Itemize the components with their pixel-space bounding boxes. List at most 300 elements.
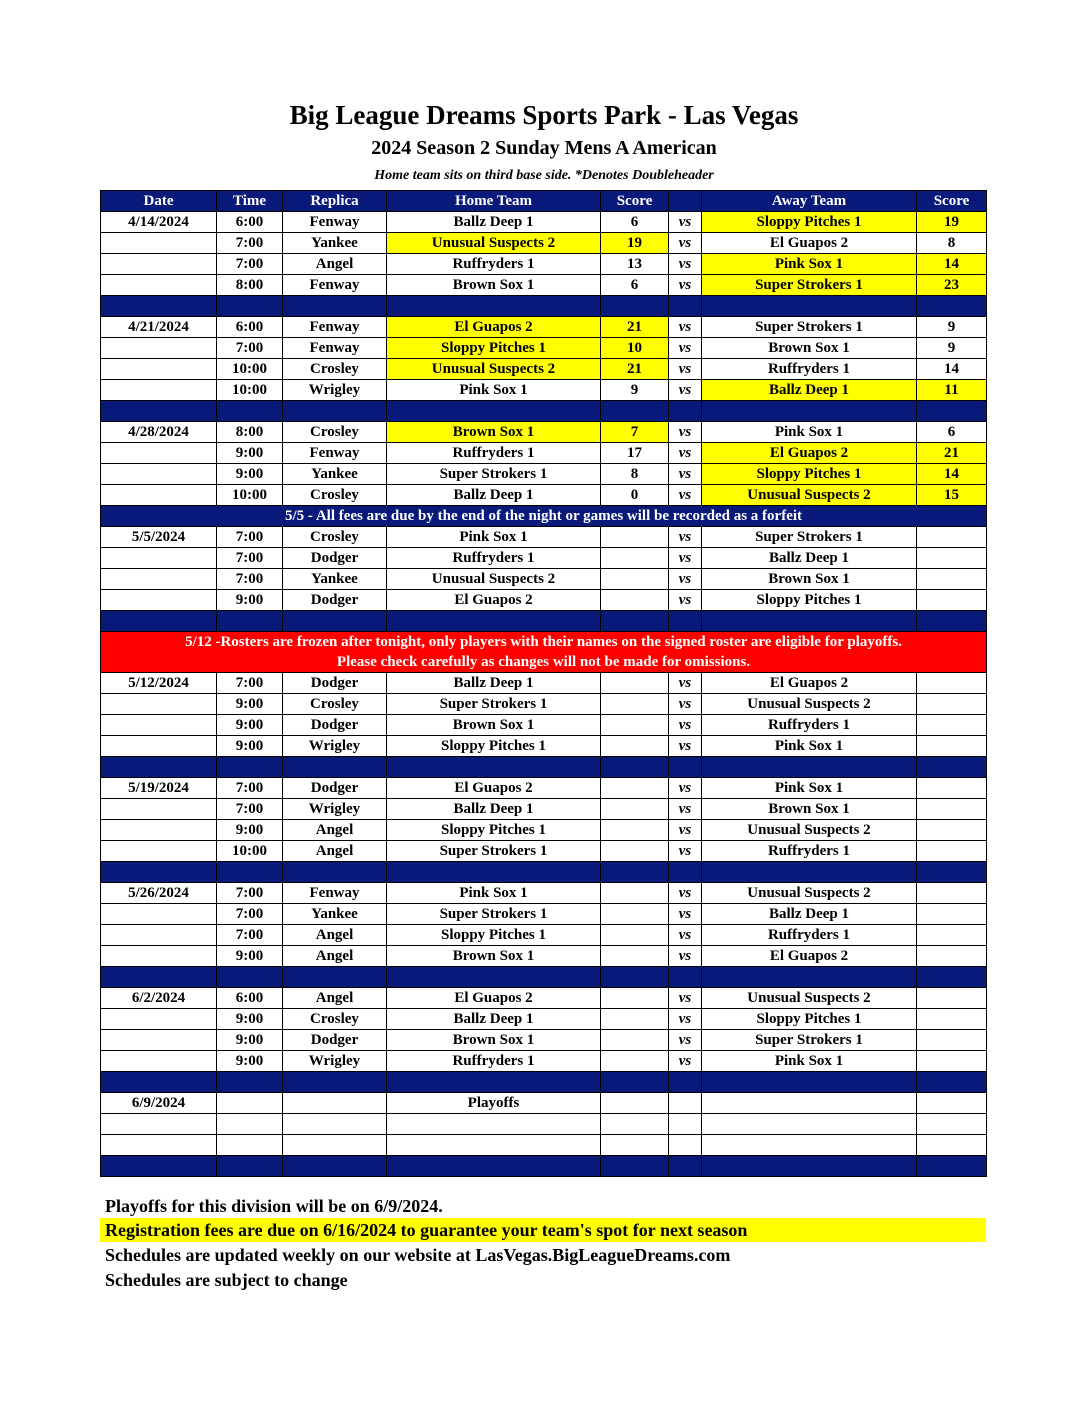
game-row xyxy=(101,569,987,590)
replica-cell: Crosley xyxy=(283,694,387,715)
away-team-cell: Ballz Deep 1 xyxy=(702,380,917,401)
replica-cell: Fenway xyxy=(283,338,387,359)
time-cell: 9:00 xyxy=(217,464,283,485)
away-team-cell: Unusual Suspects 2 xyxy=(702,820,917,841)
vs-cell: vs xyxy=(669,254,702,275)
away-score-cell: 23 xyxy=(917,275,987,296)
away-score-cell: 9 xyxy=(917,317,987,338)
game-row xyxy=(101,233,987,254)
replica-cell: Crosley xyxy=(283,527,387,548)
separator-cell xyxy=(217,611,283,632)
vs-cell: vs xyxy=(669,673,702,694)
date-cell xyxy=(101,254,217,275)
vs-cell: vs xyxy=(669,946,702,967)
away-team-cell: Unusual Suspects 2 xyxy=(702,988,917,1009)
separator-cell xyxy=(601,401,669,422)
separator-cell xyxy=(917,757,987,778)
game-row xyxy=(101,841,987,862)
week-separator xyxy=(101,967,987,988)
away-team-cell: Super Strokers 1 xyxy=(702,527,917,548)
separator-cell xyxy=(669,1072,702,1093)
away-team-cell xyxy=(702,1135,917,1156)
separator-cell xyxy=(702,1072,917,1093)
footer-website: Schedules are updated weekly on our website at LasVegas.BigLeagueDreams.com xyxy=(105,1245,731,1265)
vs-cell: vs xyxy=(669,590,702,611)
home-team-cell: Pink Sox 1 xyxy=(387,527,601,548)
alert-line: Please check carefully as changes will not be made for omissions. xyxy=(336,654,751,670)
date-cell xyxy=(101,548,217,569)
time-cell: 9:00 xyxy=(217,694,283,715)
separator-cell xyxy=(917,862,987,883)
home-team-cell: Sloppy Pitches 1 xyxy=(387,925,601,946)
replica-cell: Wrigley xyxy=(283,1051,387,1072)
vs-cell: vs xyxy=(669,275,702,296)
away-score-cell xyxy=(917,1114,987,1135)
time-cell: 10:00 xyxy=(217,359,283,380)
home-score-cell xyxy=(601,590,669,611)
away-team-cell: Sloppy Pitches 1 xyxy=(702,464,917,485)
separator-cell xyxy=(101,1072,217,1093)
col-header-home-team: Home Team xyxy=(387,191,601,212)
col-header-vs xyxy=(669,191,702,212)
vs-cell: vs xyxy=(669,443,702,464)
away-team-cell: Super Strokers 1 xyxy=(702,275,917,296)
page-title: Big League Dreams Sports Park - Las Vegas xyxy=(289,100,799,130)
game-row xyxy=(101,736,987,757)
separator-cell xyxy=(101,757,217,778)
separator-cell xyxy=(669,296,702,317)
time-cell: 6:00 xyxy=(217,988,283,1009)
week-separator xyxy=(101,1156,987,1177)
date-cell: 6/9/2024 xyxy=(101,1093,217,1114)
time-cell: 7:00 xyxy=(217,527,283,548)
footer-disclaimer: Schedules are subject to change xyxy=(105,1270,348,1290)
replica-cell xyxy=(283,1135,387,1156)
time-cell: 7:00 xyxy=(217,569,283,590)
vs-cell: vs xyxy=(669,527,702,548)
home-score-cell xyxy=(601,1093,669,1114)
separator-cell xyxy=(387,401,601,422)
separator-cell xyxy=(283,1156,387,1177)
game-row xyxy=(101,1051,987,1072)
home-score-cell xyxy=(601,988,669,1009)
vs-cell xyxy=(669,1093,702,1114)
away-team-cell: Brown Sox 1 xyxy=(702,799,917,820)
away-team-cell: Unusual Suspects 2 xyxy=(702,485,917,506)
col-header-away-team: Away Team xyxy=(702,191,917,212)
date-cell xyxy=(101,569,217,590)
home-score-cell xyxy=(601,715,669,736)
game-row xyxy=(101,904,987,925)
time-cell: 7:00 xyxy=(217,233,283,254)
home-score-cell xyxy=(601,1051,669,1072)
time-cell: 9:00 xyxy=(217,1030,283,1051)
vs-cell: vs xyxy=(669,820,702,841)
separator-cell xyxy=(217,967,283,988)
time-cell: 10:00 xyxy=(217,841,283,862)
replica-cell xyxy=(283,1093,387,1114)
week-separator xyxy=(101,1072,987,1093)
separator-cell xyxy=(601,1072,669,1093)
separator-cell xyxy=(101,967,217,988)
away-team-cell: Sloppy Pitches 1 xyxy=(702,212,917,233)
home-team-cell: Ballz Deep 1 xyxy=(387,673,601,694)
replica-cell: Crosley xyxy=(283,359,387,380)
game-row xyxy=(101,673,987,694)
away-score-cell: 14 xyxy=(917,254,987,275)
away-score-cell: 8 xyxy=(917,233,987,254)
time-cell xyxy=(217,1114,283,1135)
week-separator xyxy=(101,862,987,883)
separator-cell xyxy=(917,1156,987,1177)
home-score-cell xyxy=(601,1030,669,1051)
home-team-cell: El Guapos 2 xyxy=(387,778,601,799)
time-cell: 10:00 xyxy=(217,380,283,401)
col-header-away-score: Score xyxy=(917,191,987,212)
replica-cell xyxy=(283,1114,387,1135)
vs-cell: vs xyxy=(669,925,702,946)
away-score-cell xyxy=(917,799,987,820)
separator-cell xyxy=(702,401,917,422)
away-score-cell xyxy=(917,820,987,841)
game-row xyxy=(101,380,987,401)
separator-cell xyxy=(283,401,387,422)
separator-cell xyxy=(601,1156,669,1177)
away-team-cell xyxy=(702,1114,917,1135)
game-row xyxy=(101,254,987,275)
page-note: Home team sits on third base side. *Denotes Doubleheader xyxy=(374,168,714,183)
away-score-cell: 14 xyxy=(917,359,987,380)
date-cell xyxy=(101,799,217,820)
time-cell: 6:00 xyxy=(217,317,283,338)
home-team-cell: Super Strokers 1 xyxy=(387,841,601,862)
replica-cell: Wrigley xyxy=(283,380,387,401)
away-team-cell: Pink Sox 1 xyxy=(702,254,917,275)
separator-cell xyxy=(601,862,669,883)
home-team-cell: Playoffs xyxy=(387,1093,601,1114)
replica-cell: Yankee xyxy=(283,904,387,925)
home-team-cell: Unusual Suspects 2 xyxy=(387,233,601,254)
away-score-cell: 21 xyxy=(917,443,987,464)
home-score-cell xyxy=(601,1009,669,1030)
separator-cell xyxy=(669,1156,702,1177)
separator-cell xyxy=(387,862,601,883)
away-score-cell xyxy=(917,569,987,590)
vs-cell xyxy=(669,1135,702,1156)
away-score-cell xyxy=(917,694,987,715)
date-cell xyxy=(101,1051,217,1072)
vs-cell: vs xyxy=(669,988,702,1009)
home-team-cell: El Guapos 2 xyxy=(387,590,601,611)
separator-cell xyxy=(601,757,669,778)
vs-cell: vs xyxy=(669,778,702,799)
date-cell xyxy=(101,946,217,967)
away-score-cell xyxy=(917,1009,987,1030)
separator-cell xyxy=(217,862,283,883)
away-score-cell xyxy=(917,548,987,569)
away-team-cell: Super Strokers 1 xyxy=(702,317,917,338)
separator-cell xyxy=(283,862,387,883)
separator-cell xyxy=(917,611,987,632)
replica-cell: Dodger xyxy=(283,673,387,694)
separator-cell xyxy=(283,611,387,632)
vs-cell: vs xyxy=(669,1009,702,1030)
away-score-cell xyxy=(917,1051,987,1072)
away-team-cell: Ruffryders 1 xyxy=(702,925,917,946)
home-team-cell: Unusual Suspects 2 xyxy=(387,359,601,380)
time-cell: 8:00 xyxy=(217,422,283,443)
date-cell: 4/28/2024 xyxy=(101,422,217,443)
time-cell: 7:00 xyxy=(217,904,283,925)
vs-cell: vs xyxy=(669,883,702,904)
home-team-cell: Brown Sox 1 xyxy=(387,422,601,443)
date-cell: 5/19/2024 xyxy=(101,778,217,799)
game-row xyxy=(101,485,987,506)
alert-row xyxy=(101,632,987,673)
game-row xyxy=(101,820,987,841)
home-team-cell: Brown Sox 1 xyxy=(387,275,601,296)
time-cell: 7:00 xyxy=(217,883,283,904)
home-team-cell: Super Strokers 1 xyxy=(387,694,601,715)
separator-cell xyxy=(917,967,987,988)
separator-cell xyxy=(669,862,702,883)
replica-cell: Crosley xyxy=(283,1009,387,1030)
replica-cell: Angel xyxy=(283,925,387,946)
away-team-cell: Sloppy Pitches 1 xyxy=(702,1009,917,1030)
home-score-cell: 10 xyxy=(601,338,669,359)
time-cell: 7:00 xyxy=(217,338,283,359)
separator-cell xyxy=(283,1072,387,1093)
time-cell xyxy=(217,1135,283,1156)
separator-cell xyxy=(217,1156,283,1177)
time-cell: 6:00 xyxy=(217,212,283,233)
vs-cell: vs xyxy=(669,694,702,715)
home-score-cell: 6 xyxy=(601,212,669,233)
vs-cell: vs xyxy=(669,715,702,736)
replica-cell: Fenway xyxy=(283,317,387,338)
home-score-cell xyxy=(601,883,669,904)
date-cell: 5/12/2024 xyxy=(101,673,217,694)
separator-cell xyxy=(917,296,987,317)
game-row xyxy=(101,1135,987,1156)
home-score-cell: 7 xyxy=(601,422,669,443)
vs-cell: vs xyxy=(669,904,702,925)
game-row xyxy=(101,527,987,548)
date-cell xyxy=(101,1009,217,1030)
home-team-cell: Ruffryders 1 xyxy=(387,1051,601,1072)
separator-cell xyxy=(387,1156,601,1177)
home-score-cell: 21 xyxy=(601,359,669,380)
home-score-cell: 6 xyxy=(601,275,669,296)
separator-cell xyxy=(387,296,601,317)
home-team-cell: Ballz Deep 1 xyxy=(387,1009,601,1030)
home-score-cell xyxy=(601,1114,669,1135)
home-team-cell: Ballz Deep 1 xyxy=(387,485,601,506)
away-team-cell: Pink Sox 1 xyxy=(702,736,917,757)
away-score-cell xyxy=(917,715,987,736)
time-cell: 9:00 xyxy=(217,590,283,611)
away-score-cell xyxy=(917,673,987,694)
date-cell xyxy=(101,380,217,401)
home-score-cell xyxy=(601,925,669,946)
away-team-cell: Sloppy Pitches 1 xyxy=(702,590,917,611)
replica-cell: Yankee xyxy=(283,464,387,485)
col-header-replica: Replica xyxy=(283,191,387,212)
home-score-cell xyxy=(601,694,669,715)
away-team-cell: Ruffryders 1 xyxy=(702,715,917,736)
separator-cell xyxy=(669,401,702,422)
separator-cell xyxy=(387,611,601,632)
vs-cell: vs xyxy=(669,380,702,401)
away-team-cell: Ballz Deep 1 xyxy=(702,904,917,925)
week-separator xyxy=(101,757,987,778)
alert-line: 5/12 -Rosters are frozen after tonight, only players with their names on the signed roster are eligible for playoffs. xyxy=(185,634,902,650)
away-team-cell: Super Strokers 1 xyxy=(702,1030,917,1051)
away-score-cell xyxy=(917,1030,987,1051)
game-row xyxy=(101,694,987,715)
home-team-cell: Ruffryders 1 xyxy=(387,548,601,569)
home-score-cell xyxy=(601,527,669,548)
separator-cell xyxy=(702,611,917,632)
home-team-cell: Super Strokers 1 xyxy=(387,464,601,485)
away-team-cell: Unusual Suspects 2 xyxy=(702,883,917,904)
separator-cell xyxy=(217,757,283,778)
week-separator xyxy=(101,611,987,632)
replica-cell: Angel xyxy=(283,988,387,1009)
replica-cell: Yankee xyxy=(283,569,387,590)
vs-cell: vs xyxy=(669,233,702,254)
game-row xyxy=(101,548,987,569)
separator-cell xyxy=(101,611,217,632)
vs-cell: vs xyxy=(669,338,702,359)
time-cell xyxy=(217,1093,283,1114)
away-team-cell: Ruffryders 1 xyxy=(702,841,917,862)
separator-cell xyxy=(702,757,917,778)
date-cell: 6/2/2024 xyxy=(101,988,217,1009)
time-cell: 10:00 xyxy=(217,485,283,506)
home-score-cell xyxy=(601,841,669,862)
footer-playoffs: Playoffs for this division will be on 6/9/2024. xyxy=(105,1196,443,1216)
separator-cell xyxy=(217,401,283,422)
schedule-table xyxy=(100,190,987,1177)
vs-cell: vs xyxy=(669,359,702,380)
col-header-date: Date xyxy=(101,191,217,212)
away-score-cell xyxy=(917,841,987,862)
replica-cell: Crosley xyxy=(283,485,387,506)
separator-cell xyxy=(101,296,217,317)
week-separator xyxy=(101,296,987,317)
replica-cell: Dodger xyxy=(283,778,387,799)
separator-cell xyxy=(387,757,601,778)
home-score-cell: 17 xyxy=(601,443,669,464)
date-cell xyxy=(101,1030,217,1051)
replica-cell: Wrigley xyxy=(283,799,387,820)
date-cell xyxy=(101,841,217,862)
game-row xyxy=(101,883,987,904)
page-subtitle: 2024 Season 2 Sunday Mens A American xyxy=(371,137,717,159)
time-cell: 9:00 xyxy=(217,736,283,757)
home-score-cell: 21 xyxy=(601,317,669,338)
date-cell xyxy=(101,275,217,296)
replica-cell: Dodger xyxy=(283,715,387,736)
home-score-cell: 13 xyxy=(601,254,669,275)
home-score-cell xyxy=(601,569,669,590)
replica-cell: Fenway xyxy=(283,275,387,296)
home-team-cell: Ballz Deep 1 xyxy=(387,212,601,233)
away-score-cell xyxy=(917,946,987,967)
home-score-cell: 8 xyxy=(601,464,669,485)
time-cell: 7:00 xyxy=(217,925,283,946)
vs-cell: vs xyxy=(669,841,702,862)
separator-cell xyxy=(917,401,987,422)
game-row xyxy=(101,1030,987,1051)
away-score-cell: 6 xyxy=(917,422,987,443)
home-team-cell: Sloppy Pitches 1 xyxy=(387,338,601,359)
away-score-cell xyxy=(917,778,987,799)
separator-cell xyxy=(702,967,917,988)
game-row xyxy=(101,715,987,736)
separator-cell xyxy=(387,1072,601,1093)
date-cell xyxy=(101,925,217,946)
separator-cell xyxy=(669,611,702,632)
away-score-cell: 19 xyxy=(917,212,987,233)
separator-cell xyxy=(217,296,283,317)
home-team-cell: Unusual Suspects 2 xyxy=(387,569,601,590)
week-separator xyxy=(101,401,987,422)
separator-cell xyxy=(669,757,702,778)
game-row xyxy=(101,799,987,820)
date-cell xyxy=(101,1135,217,1156)
home-score-cell xyxy=(601,820,669,841)
time-cell: 9:00 xyxy=(217,443,283,464)
away-team-cell: Unusual Suspects 2 xyxy=(702,694,917,715)
separator-cell xyxy=(601,296,669,317)
away-team-cell: Brown Sox 1 xyxy=(702,569,917,590)
time-cell: 9:00 xyxy=(217,1051,283,1072)
game-row xyxy=(101,1009,987,1030)
game-row xyxy=(101,590,987,611)
home-team-cell xyxy=(387,1114,601,1135)
away-team-cell xyxy=(702,1093,917,1114)
date-cell xyxy=(101,820,217,841)
away-score-cell: 15 xyxy=(917,485,987,506)
date-cell xyxy=(101,694,217,715)
time-cell: 8:00 xyxy=(217,275,283,296)
vs-cell xyxy=(669,1114,702,1135)
home-team-cell: Ballz Deep 1 xyxy=(387,799,601,820)
away-team-cell: Pink Sox 1 xyxy=(702,778,917,799)
date-cell xyxy=(101,485,217,506)
time-cell: 7:00 xyxy=(217,548,283,569)
alert-text xyxy=(101,632,987,673)
date-cell xyxy=(101,736,217,757)
home-team-cell: Ruffryders 1 xyxy=(387,443,601,464)
game-row xyxy=(101,464,987,485)
separator-cell xyxy=(917,1072,987,1093)
date-cell xyxy=(101,464,217,485)
away-score-cell xyxy=(917,904,987,925)
vs-cell: vs xyxy=(669,799,702,820)
away-score-cell: 9 xyxy=(917,338,987,359)
game-row xyxy=(101,359,987,380)
replica-cell: Wrigley xyxy=(283,736,387,757)
separator-cell xyxy=(283,296,387,317)
home-score-cell xyxy=(601,673,669,694)
home-score-cell xyxy=(601,946,669,967)
home-score-cell: 0 xyxy=(601,485,669,506)
game-row xyxy=(101,1093,987,1114)
home-team-cell: Brown Sox 1 xyxy=(387,1030,601,1051)
